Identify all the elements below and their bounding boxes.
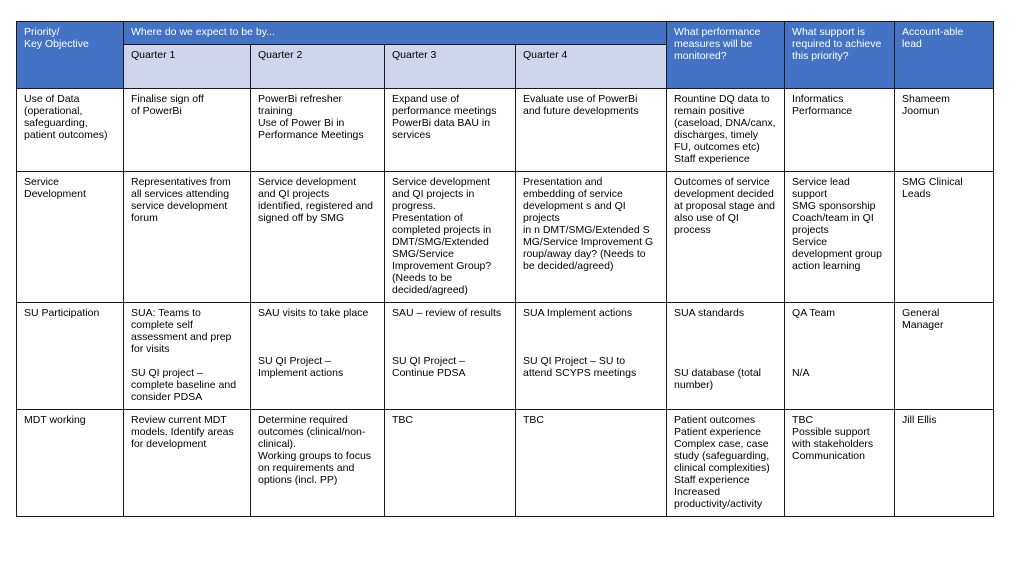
- cell-lead: SMG Clinical Leads: [895, 172, 994, 303]
- cell-support: [785, 303, 895, 410]
- header-measures: What performance measures will be monitored?: [667, 22, 785, 89]
- cell-measures: Rountine DQ data to remain positive (caseload, DNA/canx, discharges, timely FU, outcomes etc) Staff experience: [667, 89, 785, 172]
- cell-text-top: SAU – review of results: [392, 307, 502, 319]
- header-quarter-4: Quarter 4: [516, 45, 667, 89]
- cell-quarter-2: Service development and QI projects identified, registered and signed off by SMG: [251, 172, 385, 303]
- cell-quarter-2: Determine required outcomes (clinical/non- clinical). Working groups to focus on requirements and options (incl. PP): [251, 410, 385, 517]
- cell-quarter-3: Expand use of performance meetings PowerBi data BAU in services: [385, 89, 516, 172]
- cell-quarter-3: Service development and QI projects in progress. Presentation of completed projects in DMT/SMG/Extended SMG/Service Improvement Group? (Needs to be decided/agreed): [385, 172, 516, 303]
- cell-lead: Shameem Joomun: [895, 89, 994, 172]
- cell-support: TBC Possible support with stakeholders Communication: [785, 410, 895, 517]
- cell-text-bottom: SU QI Project – Implement actions: [258, 355, 344, 379]
- cell-quarter-1: Representatives from all services attending service development forum: [124, 172, 251, 303]
- table-row-service-development: [17, 172, 994, 303]
- table-row-use-of-data: [17, 89, 994, 172]
- cell-text-bottom: N/A: [792, 367, 810, 379]
- cell-text-bottom: SU QI project – complete baseline and consider PDSA: [131, 367, 237, 403]
- cell-text-top: SUA Implement actions: [523, 307, 633, 319]
- priority-plan-table: [16, 21, 994, 517]
- cell-quarter-4: TBC: [516, 410, 667, 517]
- cell-quarter-4: Evaluate use of PowerBi and future developments: [516, 89, 667, 172]
- cell-quarter-3: TBC: [385, 410, 516, 517]
- cell-text-bottom: SU QI Project – Continue PDSA: [392, 355, 466, 379]
- cell-objective: SU Participation: [17, 303, 124, 410]
- cell-quarter-3: [385, 303, 516, 410]
- cell-quarter-4: Presentation and embedding of service development s and QI projects in n DMT/SMG/Extended S MG/Service Improvement G roup/away day? (Needs to be decided/agreed): [516, 172, 667, 303]
- header-row: [17, 22, 994, 45]
- cell-measures: Outcomes of service development decided at proposal stage and also use of QI process: [667, 172, 785, 303]
- cell-quarter-1: Finalise sign off of PowerBi: [124, 89, 251, 172]
- cell-quarter-4: [516, 303, 667, 410]
- table-row-mdt-working: [17, 410, 994, 517]
- cell-objective: Use of Data (operational, safeguarding, patient outcomes): [17, 89, 124, 172]
- header-quarter-2: Quarter 2: [251, 45, 385, 89]
- header-objective: Priority/ Key Objective: [17, 22, 124, 89]
- header-support: What support is required to achieve this priority?: [785, 22, 895, 89]
- header-quarter-3: Quarter 3: [385, 45, 516, 89]
- cell-support: Service lead support SMG sponsorship Coach/team in QI projects Service development group action learning: [785, 172, 895, 303]
- cell-objective: Service Development: [17, 172, 124, 303]
- cell-text-bottom: SU QI Project – SU to attend SCYPS meetings: [523, 355, 637, 379]
- cell-support: Informatics Performance: [785, 89, 895, 172]
- cell-lead: General Manager: [895, 303, 994, 410]
- cell-quarter-1: Review current MDT models. Identify areas for development: [124, 410, 251, 517]
- cell-measures: Patient outcomes Patient experience Complex case, case study (safeguarding, clinical complexities) Staff experience Increased productivity/activity: [667, 410, 785, 517]
- cell-lead: Jill Ellis: [895, 410, 994, 517]
- cell-text-top: QA Team: [792, 307, 836, 319]
- cell-quarter-2: [251, 303, 385, 410]
- header-quarter-1: Quarter 1: [124, 45, 251, 89]
- cell-text-top: SUA: Teams to complete self assessment and prep for visits: [131, 307, 232, 355]
- cell-text-top: SUA standards: [674, 307, 745, 319]
- cell-quarter-2: PowerBi refresher training Use of Power Bi in Performance Meetings: [251, 89, 385, 172]
- cell-text-top: SAU visits to take place: [258, 307, 369, 319]
- cell-quarter-1: [124, 303, 251, 410]
- header-lead: Account-able lead: [895, 22, 994, 89]
- cell-text-bottom: SU database (total number): [674, 367, 761, 391]
- table-row-su-participation: [17, 303, 994, 410]
- header-timeline: Where do we expect to be by...: [124, 22, 667, 45]
- cell-measures: [667, 303, 785, 410]
- cell-objective: MDT working: [17, 410, 124, 517]
